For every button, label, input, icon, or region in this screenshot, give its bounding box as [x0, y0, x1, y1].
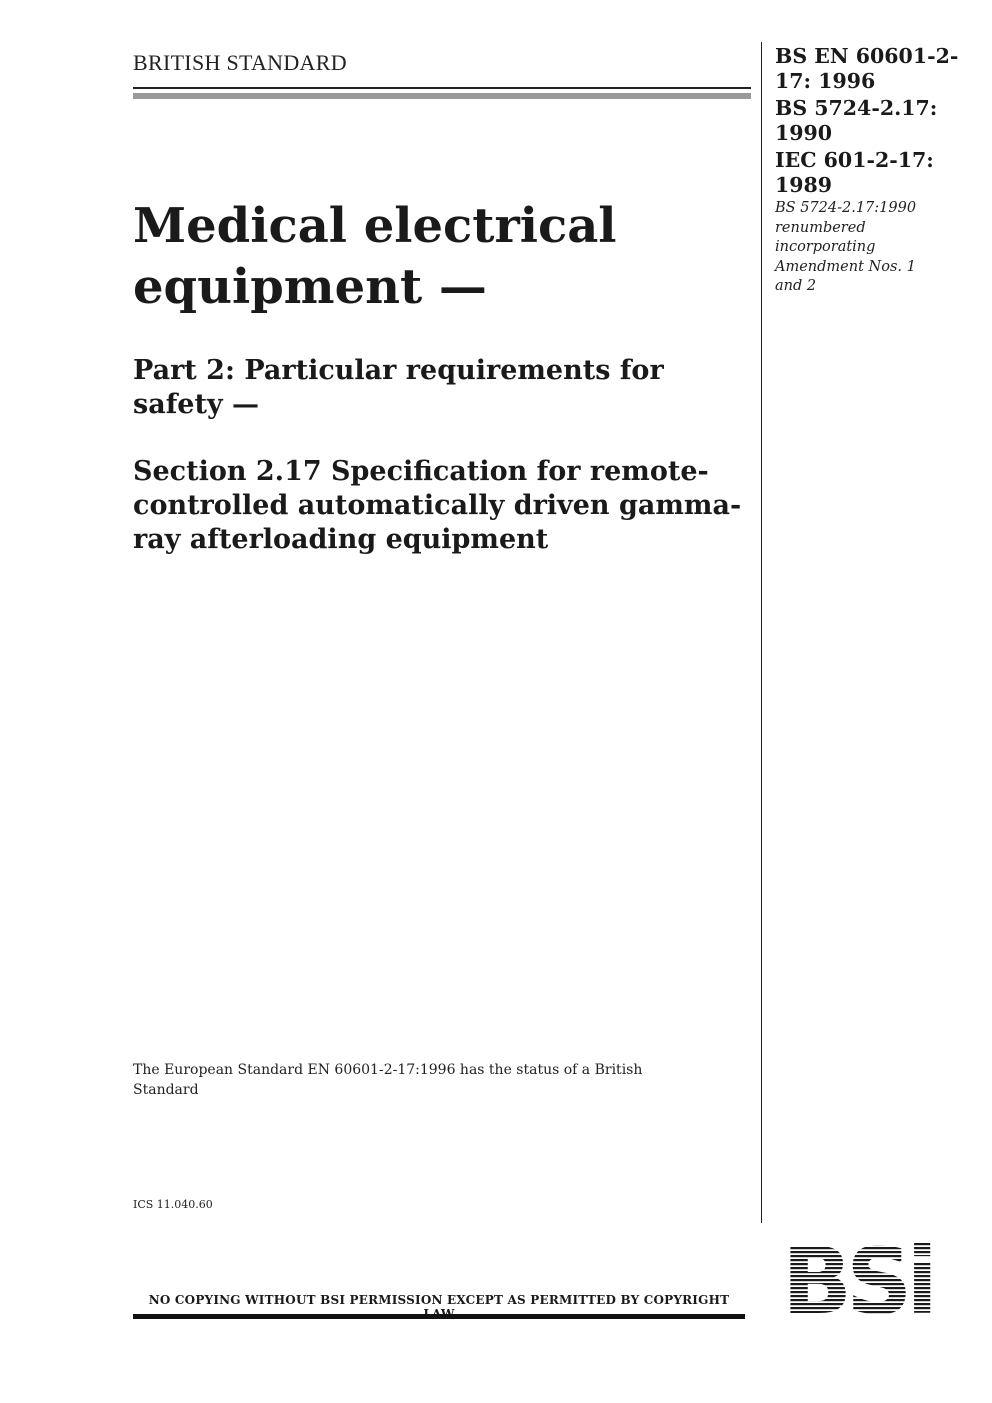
copyright-notice: NO COPYING WITHOUT BSI PERMISSION EXCEPT AS PERMITTED BY COPYRIGHT [148, 1293, 730, 1307]
header-rule-thick [133, 93, 751, 99]
side-divider [761, 42, 762, 1223]
standard-number-bs-en: BS EN 60601-2-17: 1996 [775, 44, 959, 93]
part-heading: Part 2: Particular requirements for safety — [133, 355, 664, 420]
ics-code: ICS 11.040.60 [133, 1198, 213, 1211]
standard-number-bs: BS 5724-2.17: 1990 [775, 96, 938, 145]
copyright-rule [133, 1314, 745, 1319]
status-note: The European Standard EN 60601-2-17:1996 has the status of a British Standard [133, 1062, 643, 1098]
renumber-note: BS 5724-2.17:1990 renumbered incorporating Amendment Nos. 1 and 2 [775, 200, 917, 294]
header-label: BRITISH STANDARD [133, 50, 347, 75]
header-rule-thin [133, 87, 751, 89]
standard-number-iec: IEC 601-2-17: 1989 [775, 148, 934, 197]
document-title: Medical electrical equipment — [133, 198, 617, 315]
bsi-logo-icon [770, 1243, 945, 1319]
bsi-logo [770, 1243, 945, 1319]
section-heading: Section 2.17 Specification for remote-controlled automatically driven gamma-ray afterloading equipment [133, 456, 742, 555]
side-panel [775, 44, 985, 297]
